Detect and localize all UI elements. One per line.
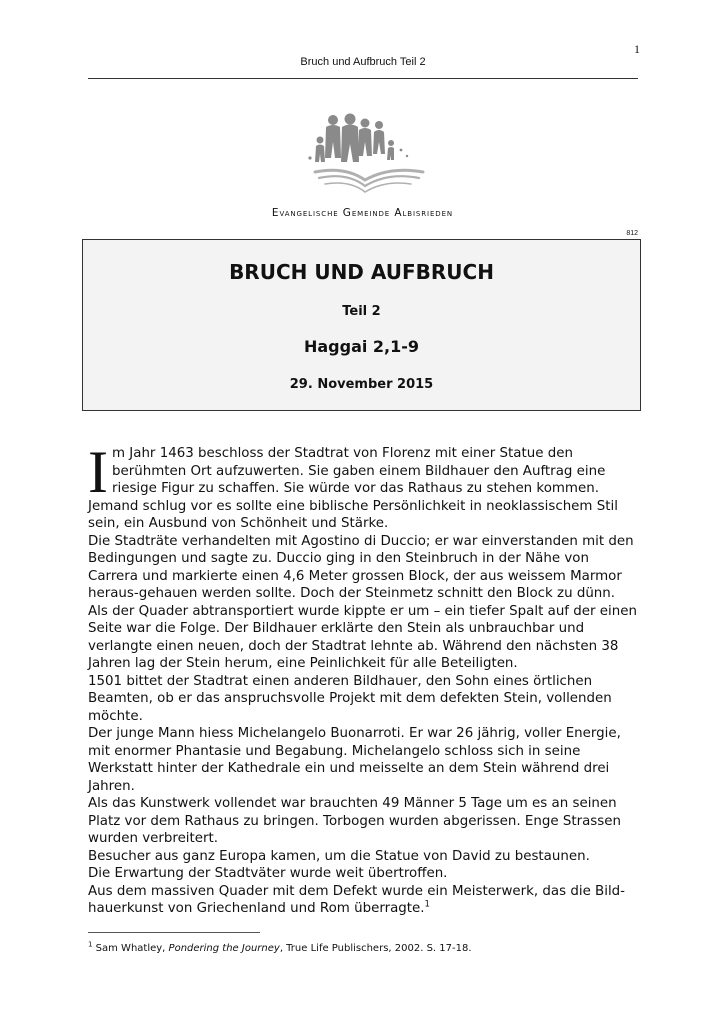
scripture-reference: Haggai 2,1-9 (303, 337, 420, 356)
paragraph-text: m Jahr 1463 beschloss der Stadtrat von Florenz mit einer Statue den berühmten Ort aufzuwerten. Sie gaben einem Bildhauer den Auftrag eine riesige Figur zu schaffen. Sie würde vor das Rathaus zu stehen kommen. Jemand schlug vor es sollte eine biblische Persönlichkeit in neoklassischem Stil sein, ein Ausbund von Schönheit und Stärke. (88, 446, 618, 531)
running-header: Bruch und Aufbruch Teil 2 (300, 56, 426, 68)
paragraph: Als das Kunstwerk vollendet war brauchten 49 Männer 5 Tage um es an seinen Platz vor dem Rathaus zu bringen. Torbogen wurden abgerissen. Enge Strassen wurden verbreitert. (88, 796, 621, 846)
header-rule (88, 78, 638, 79)
sermon-date: 29. November 2015 (289, 377, 434, 392)
sermon-body (88, 439, 638, 918)
paragraph: Als der Quader abtransportiert wurde kippte er um – ein tiefer Spalt auf der einen Seite war die Folge. Der Bildhauer erklärte den Stein als unbrauchbar und verlangte einen neuen, doch der Stadtrat lehnte ab. Während den nächsten 38 Jahren lag der Stein herum, eine Peinlichkeit für alle Beteiligten. (88, 603, 637, 671)
footnote-publisher: , True Life Publischers, 2002. S. 17-18. (279, 943, 472, 954)
document-number: 812 (626, 230, 638, 237)
title-box (82, 239, 641, 411)
church-logo-icon (295, 110, 435, 198)
church-logo (295, 110, 435, 198)
footnote-book-title: Pondering the Journey (168, 943, 280, 954)
paragraph-text: Aus dem massiven Quader mit dem Defekt wurde ein Meisterwerk, das die Bild-hauerkunst von Griechenland und Rom überragte. (88, 883, 626, 916)
footnote-author: Sam Whatley, (95, 943, 169, 954)
paragraph (88, 883, 638, 918)
paragraph: Der junge Mann hiess Michelangelo Buonarroti. Er war 26 jährig, voller Energie, mit enormer Phantasie und Begabung. Michelangelo schloss sich in seine Werkstatt hinter der Kathedrale ein und meisselte an dem Stein während drei Jahren. (88, 726, 621, 794)
page-number: 1 (634, 42, 640, 56)
paragraph (88, 439, 638, 533)
paragraph: Die Stadträte verhandelten mit Agostino di Duccio; er war einverstanden mit den Bedingungen und sagte zu. Duccio ging in den Steinbruch in der Nähe von Carrera und markierte einen 4,6 Meter grossen Block, der aus weissem Marmor heraus-gehauen werden sollte. Doch der Steinmetz schnitt den Block zu dünn. (88, 533, 634, 601)
sermon-part: Teil 2 (342, 304, 381, 319)
drop-cap: I (88, 439, 108, 505)
footnote-reference[interactable]: 1 (424, 899, 430, 910)
church-name: Evangelische Gemeinde Albisrieden (271, 207, 454, 219)
sermon-title: BRUCH UND AUFBRUCH (229, 260, 494, 284)
footnote-rule (88, 932, 260, 933)
footnote-mark: 1 (88, 940, 93, 949)
footnote (88, 942, 638, 955)
paragraph: Besucher aus ganz Europa kamen, um die Statue von David zu bestaunen. (88, 848, 590, 864)
paragraph: 1501 bittet der Stadtrat einen anderen Bildhauer, den Sohn eines örtlichen Beamten, ob er das anspruchsvolle Projekt mit dem defekten Stein, vollenden möchte. (88, 673, 612, 724)
paragraph: Die Erwartung der Stadtväter wurde weit übertroffen. (88, 866, 448, 881)
